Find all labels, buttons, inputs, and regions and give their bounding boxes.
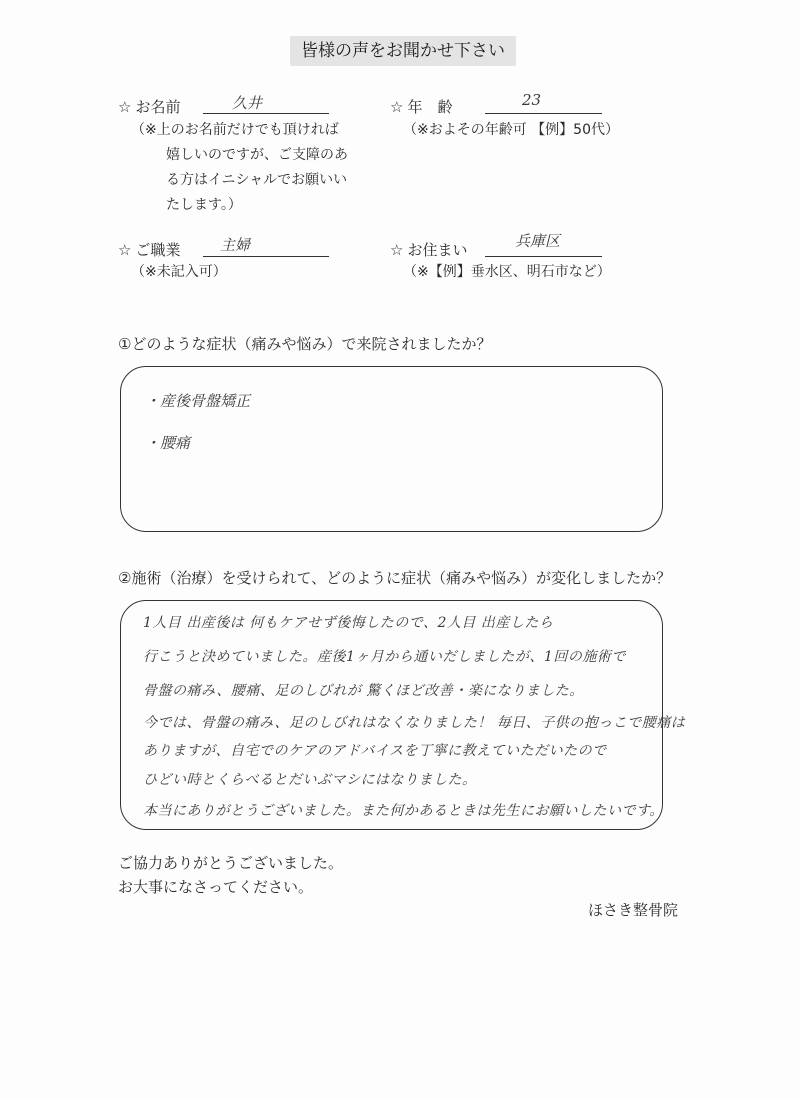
name-note-line-2: 嬉しいのですが、ご支障のあ (166, 147, 348, 163)
star-outline-icon: ☆ (118, 98, 132, 116)
residence-note: （※【例】垂水区、明石市など） (403, 264, 611, 280)
question-2-answer-line-5: ありますが、自宅でのケアのアドバイスを丁寧に教えていただいたので (143, 743, 607, 759)
page-title: 皆様の声をお聞かせ下さい (290, 36, 516, 66)
question-1-text: ①どのような症状（痛みや悩み）で来院されましたか？ (118, 335, 492, 353)
name-value[interactable]: 久井 (232, 94, 263, 112)
question-1-answer-1: ・産後骨盤矯正 (145, 392, 251, 410)
occupation-label-row (118, 239, 180, 260)
age-value[interactable]: 23 (522, 91, 542, 109)
name-note-line-4: たします。） (166, 197, 242, 213)
question-2-answer-line-3: 骨盤の痛み、腰痛、足のしびれが 驚くほど改善・楽になりました。 (143, 683, 584, 699)
residence-value[interactable]: 兵庫区 (515, 232, 561, 250)
occupation-note: （※未記入可） (131, 264, 227, 280)
residence-label: お住まい (407, 241, 468, 259)
question-2-answer-line-2: 行こうと決めていました。産後1ヶ月から通いだしましたが、1回の施術で (143, 649, 626, 665)
age-label: 年 齢 (407, 98, 453, 116)
name-label: お名前 (135, 98, 181, 116)
name-note-line-1: （※上のお名前だけでも頂ければ (131, 122, 339, 138)
clinic-name: ほさき整骨院 (588, 901, 679, 919)
occupation-label: ご職業 (135, 241, 181, 259)
footer-care: お大事になさってください。 (118, 878, 314, 896)
star-outline-icon: ☆ (390, 241, 404, 259)
question-2-text: ②施術（治療）を受けられて、どのように症状（痛みや悩み）が変化しましたか？ (118, 569, 672, 587)
name-note-line-3: る方はイニシャルでお願いい (166, 172, 348, 188)
occupation-underline (203, 256, 329, 257)
name-underline (203, 113, 329, 114)
residence-label-row (390, 239, 467, 260)
question-1-answer-2: ・腰痛 (145, 434, 191, 452)
age-label-row (390, 96, 452, 117)
question-2-answer-line-6: ひどい時とくらべるとだいぶマシにはなりました。 (143, 772, 477, 788)
question-2-answer-line-1: 1人目 出産後は 何もケアせず後悔したので、2人目 出産したら (143, 615, 554, 631)
question-2-answer-line-7: 本当にありがとうございました。また何かあるときは先生にお願いしたいです。 (143, 803, 664, 819)
question-2-answer-line-4: 今では、骨盤の痛み、足のしびれはなくなりました！ 毎日、子供の抱っこで腰痛は (143, 715, 686, 731)
residence-underline (485, 256, 602, 257)
name-label-row (118, 96, 180, 117)
star-outline-icon: ☆ (118, 241, 132, 259)
footer-thanks: ご協力ありがとうございました。 (118, 854, 344, 872)
occupation-value[interactable]: 主婦 (220, 236, 251, 254)
age-underline (485, 113, 602, 114)
age-note: （※およその年齢可 【例】50代） (403, 122, 619, 138)
star-outline-icon: ☆ (390, 98, 404, 116)
